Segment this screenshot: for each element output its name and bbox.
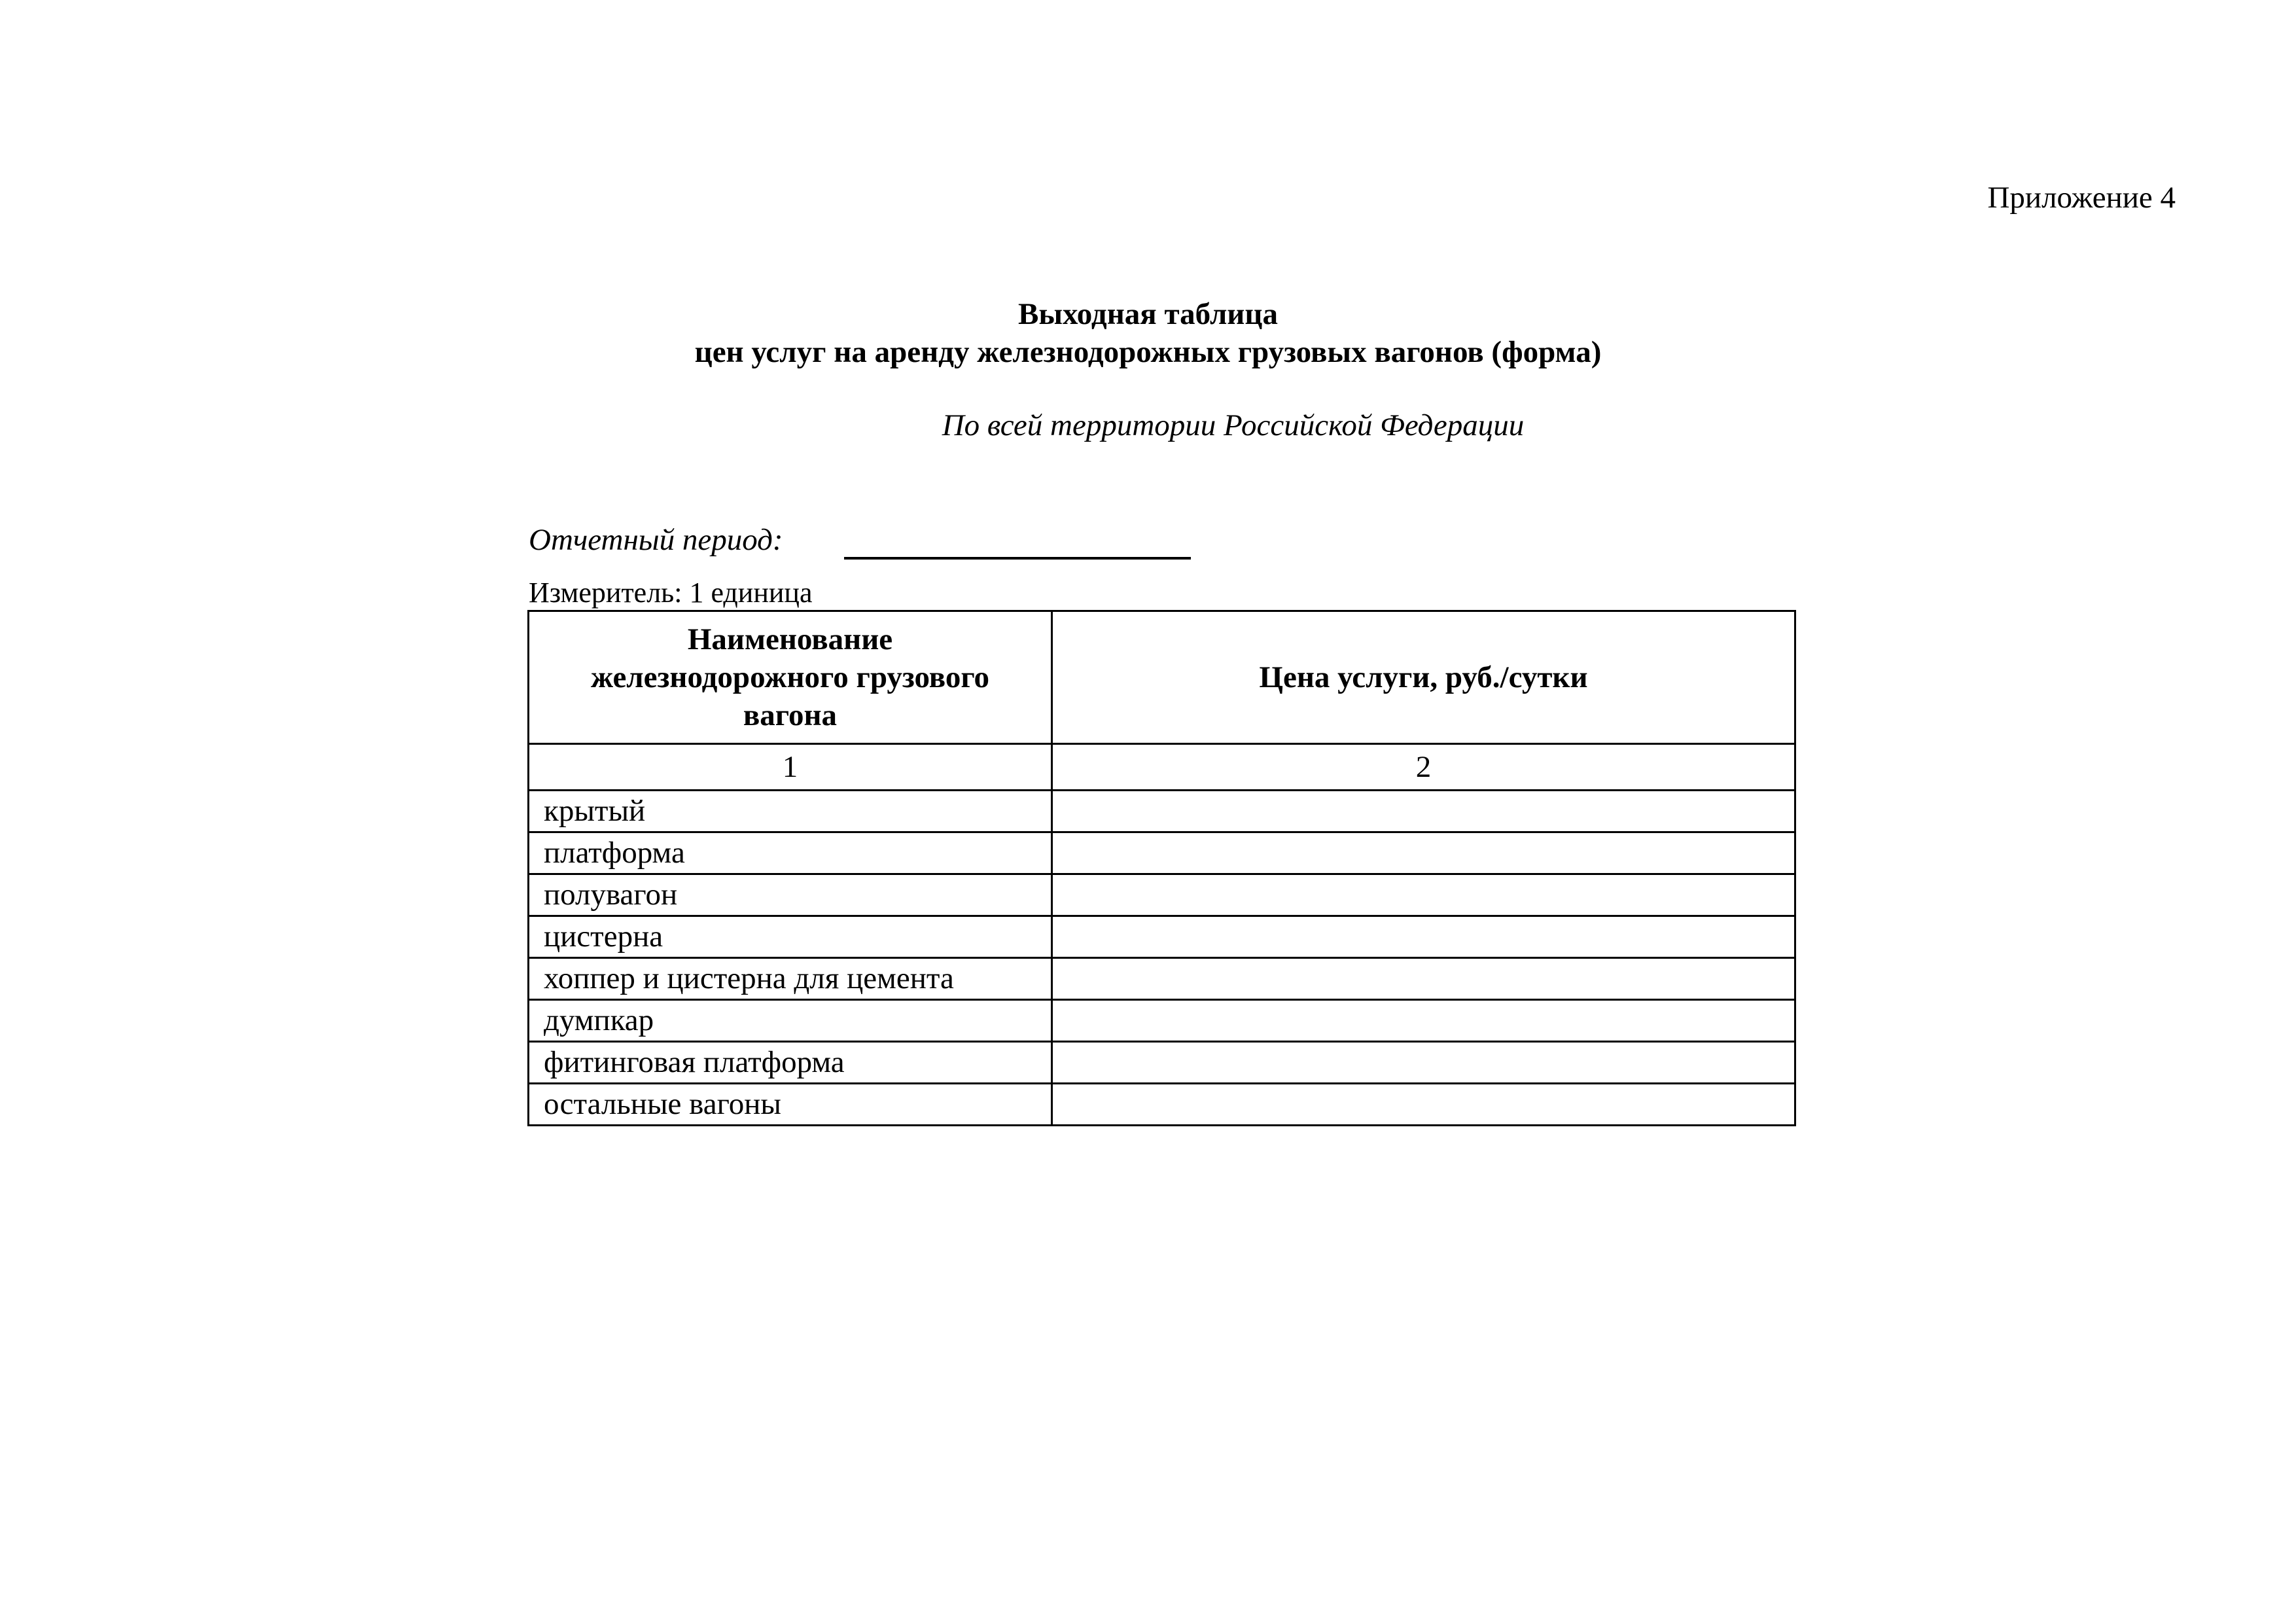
reporting-period-field[interactable] [844, 557, 1191, 560]
price-cell[interactable] [1052, 916, 1795, 958]
price-cell[interactable] [1052, 832, 1795, 874]
price-cell[interactable] [1052, 1084, 1795, 1126]
title-line-1: Выходная таблица [1018, 297, 1278, 331]
table-row [529, 1000, 1795, 1042]
price-cell[interactable] [1052, 791, 1795, 832]
price-cell[interactable] [1052, 1042, 1795, 1084]
column-number-row [529, 744, 1795, 791]
header-row [529, 611, 1795, 744]
wagon-name-cell: цистерна [529, 916, 1052, 958]
table-row [529, 874, 1795, 916]
document-title [0, 295, 2296, 371]
table-row [529, 791, 1795, 832]
column-number-1: 1 [529, 744, 1052, 791]
header-price: Цена услуги, руб./сутки [1052, 611, 1795, 744]
table-row [529, 1084, 1795, 1126]
unit-of-measure: Измеритель: 1 единица [529, 577, 813, 609]
wagon-name-cell: фитинговая платформа [529, 1042, 1052, 1084]
header-wagon-name: Наименование железнодорожного грузового вагона [529, 611, 1052, 744]
title-line-2: цен услуг на аренду железнодорожных грузовых вагонов (форма) [694, 335, 1602, 369]
table-row [529, 958, 1795, 1000]
price-cell[interactable] [1052, 1000, 1795, 1042]
price-table [527, 610, 1796, 1126]
wagon-name-cell: хоппер и цистерна для цемента [529, 958, 1052, 1000]
appendix-label: Приложение 4 [1987, 181, 2176, 215]
column-number-2: 2 [1052, 744, 1795, 791]
wagon-name-cell: думпкар [529, 1000, 1052, 1042]
table-row [529, 916, 1795, 958]
wagon-name-cell: платформа [529, 832, 1052, 874]
price-cell[interactable] [1052, 958, 1795, 1000]
wagon-name-cell: крытый [529, 791, 1052, 832]
reporting-period-label: Отчетный период: [529, 523, 783, 557]
price-cell[interactable] [1052, 874, 1795, 916]
wagon-name-cell: полувагон [529, 874, 1052, 916]
territory-subtitle: По всей территории Российской Федерации [942, 408, 1525, 442]
table-row [529, 832, 1795, 874]
wagon-name-cell: остальные вагоны [529, 1084, 1052, 1126]
table-row [529, 1042, 1795, 1084]
